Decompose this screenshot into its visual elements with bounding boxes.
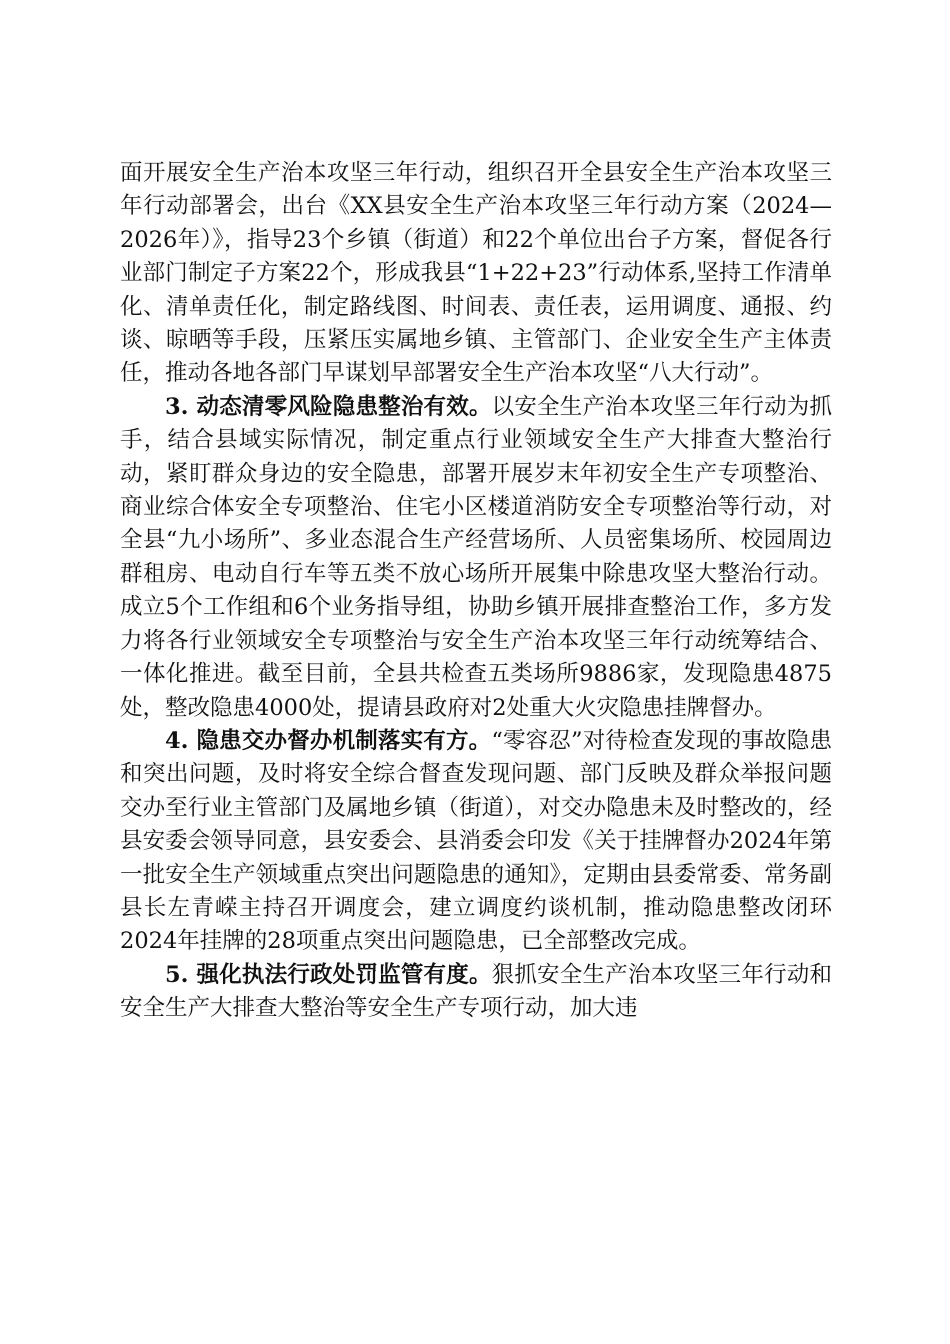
document-page [120, 157, 832, 1026]
paragraph-item-4 [120, 725, 832, 959]
paragraph-heading: 4. 隐患交办督办机制落实有方。 [165, 727, 492, 754]
paragraph-text: “零容忍”对待检查发现的事故隐患和突出问题，及时将安全综合督查发现问题、部门反映及群众举报问题交办至行业主管部门及属地乡镇（街道），对交办隐患未及时整改的，经县安委会领导同意，县安委会、县消委会印发《关于挂牌督办2024年第一批安全生产领域重点突出问题隐患的通知》，定期由县委常委、常务副县长左青嵘主持召开调度会，建立调度约谈机制，推动隐患整改闭环2024年挂牌的28项重点突出问题隐患，已全部整改完成。 [120, 727, 832, 955]
paragraph-item-3 [120, 391, 832, 725]
paragraph-heading: 5. 强化执法行政处罚监管有度。 [165, 961, 492, 988]
paragraph-heading: 3. 动态清零风险隐患整治有效。 [165, 393, 492, 420]
paragraph-text: 以安全生产治本攻坚三年行动为抓手，结合县域实际情况，制定重点行业领域安全生产大排查大整治行动，紧盯群众身边的安全隐患，部署开展岁末年初安全生产专项整治、商业综合体安全专项整治、住宅小区楼道消防安全专项整治等行动，对全县“九小场所”、多业态混合生产经营场所、人员密集场所、校园周边群租房、电动自行车等五类不放心场所开展集中除患攻坚大整治行动。成立5个工作组和6个业务指导组，协助乡镇开展排查整治工作，多方发力将各行业领域安全专项整治与安全生产治本攻坚三年行动统筹结合、一体化推进。截至目前，全县共检查五类场所9886家，发现隐患4875处，整改隐患4000处，提请县政府对2处重大火灾隐患挂牌督办。 [120, 393, 832, 721]
paragraph-text: 面开展安全生产治本攻坚三年行动，组织召开全县安全生产治本攻坚三年行动部署会，出台《XX县安全生产治本攻坚三年行动方案（2024—2026年）》，指导23个乡镇（街道）和22个单位出台子方案，督促各行业部门制定子方案22个，形成我县“1+22+23”行动体系,坚持工作清单化、清单责任化，制定路线图、时间表、责任表，运用调度、通报、约谈、晾晒等手段，压紧压实属地乡镇、主管部门、企业安全生产主体责任，推动各地各部门早谋划早部署安全生产治本攻坚“八大行动”。 [120, 160, 832, 387]
paragraph-item-5 [120, 959, 832, 1026]
paragraph-text: 狠抓安全生产治本攻坚三年行动和安全生产大排查大整治等安全生产专项行动，加大违 [120, 961, 832, 1022]
paragraph-continuation [120, 157, 832, 391]
